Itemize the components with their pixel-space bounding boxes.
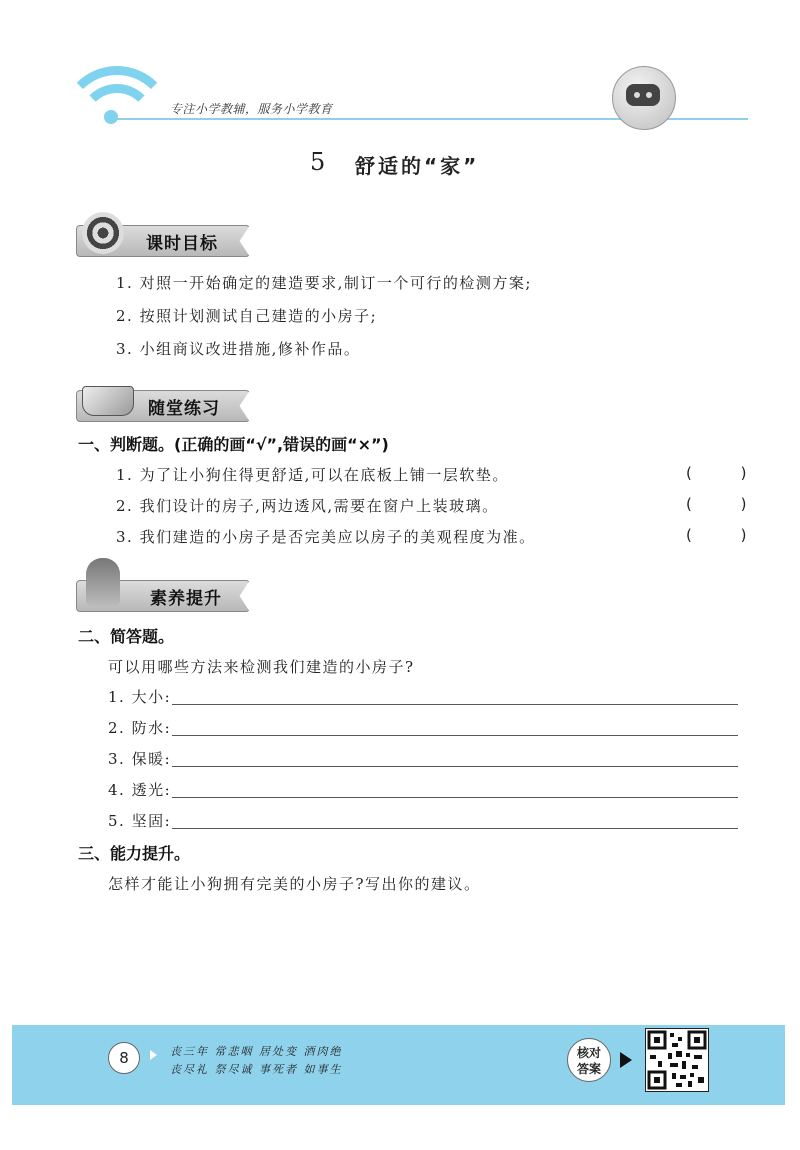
answer-paren[interactable]: ( ) xyxy=(686,526,769,544)
goal-item: 3. 小组商议改进措施,修补作品。 xyxy=(116,340,361,358)
check-answer-button[interactable] xyxy=(567,1038,611,1082)
arrow-right-icon xyxy=(620,1052,632,1068)
lesson-number: 5 xyxy=(310,148,326,176)
answer-label: 5. 坚固: xyxy=(108,812,172,830)
lesson-title: 舒适的“家” xyxy=(355,154,480,178)
qr-code-icon[interactable] xyxy=(645,1028,709,1092)
header-slogan: 专注小学教辅，服务小学教育 xyxy=(170,102,333,116)
target-icon xyxy=(82,212,124,254)
question-1-heading: 一、判断题。(正确的画“√”,错误的画“×”) xyxy=(78,435,389,454)
true-false-item: 1. 为了让小狗住得更舒适,可以在底板上铺一层软垫。 xyxy=(116,466,509,484)
robot-eye-right xyxy=(646,92,652,98)
goal-item: 1. 对照一开始确定的建造要求,制订一个可行的检测方案; xyxy=(116,274,532,292)
wifi-logo-icon xyxy=(60,66,130,136)
question-2-prompt: 可以用哪些方法来检测我们建造的小房子? xyxy=(108,658,415,676)
true-false-item: 3. 我们建造的小房子是否完美应以房子的美观程度为准。 xyxy=(116,528,536,546)
footer-poem-line-2: 丧尽礼 祭尽诚 事死者 如事生 xyxy=(170,1063,343,1076)
answer-line[interactable] xyxy=(172,735,738,736)
footer-poem-line-1: 丧三年 常悲咽 居处变 酒肉绝 xyxy=(170,1045,343,1058)
section-improve-label: 素养提升 xyxy=(150,589,222,609)
section-goals-label: 课时目标 xyxy=(146,234,218,254)
reading-girl-icon xyxy=(86,558,120,606)
question-3-prompt: 怎样才能让小狗拥有完美的小房子?写出你的建议。 xyxy=(108,875,481,893)
answer-label: 4. 透光: xyxy=(108,781,172,799)
goal-item: 2. 按照计划测试自己建造的小房子; xyxy=(116,307,378,325)
answer-label: 2. 防水: xyxy=(108,719,172,737)
answer-line[interactable] xyxy=(172,828,738,829)
question-3-heading: 三、能力提升。 xyxy=(78,844,191,863)
true-false-item: 2. 我们设计的房子,两边透风,需要在窗户上装玻璃。 xyxy=(116,497,499,515)
answer-paren[interactable]: ( ) xyxy=(686,464,769,482)
answer-line[interactable] xyxy=(172,766,738,767)
answer-line[interactable] xyxy=(172,704,738,705)
footer-triangle-icon xyxy=(150,1050,157,1060)
robot-eye-left xyxy=(634,92,640,98)
answer-line[interactable] xyxy=(172,797,738,798)
check-answer-line-1: 核对 xyxy=(576,1046,601,1060)
open-book-icon xyxy=(82,386,134,416)
answer-label: 3. 保暖: xyxy=(108,750,172,768)
answer-paren[interactable]: ( ) xyxy=(686,495,769,513)
answer-label: 1. 大小: xyxy=(108,688,172,706)
check-answer-line-2: 答案 xyxy=(576,1062,601,1076)
robot-face xyxy=(626,84,660,106)
page-number: 8 xyxy=(108,1042,140,1074)
question-2-heading: 二、简答题。 xyxy=(78,627,175,646)
section-practice-label: 随堂练习 xyxy=(148,399,220,419)
qr-code-pattern xyxy=(646,1029,708,1091)
